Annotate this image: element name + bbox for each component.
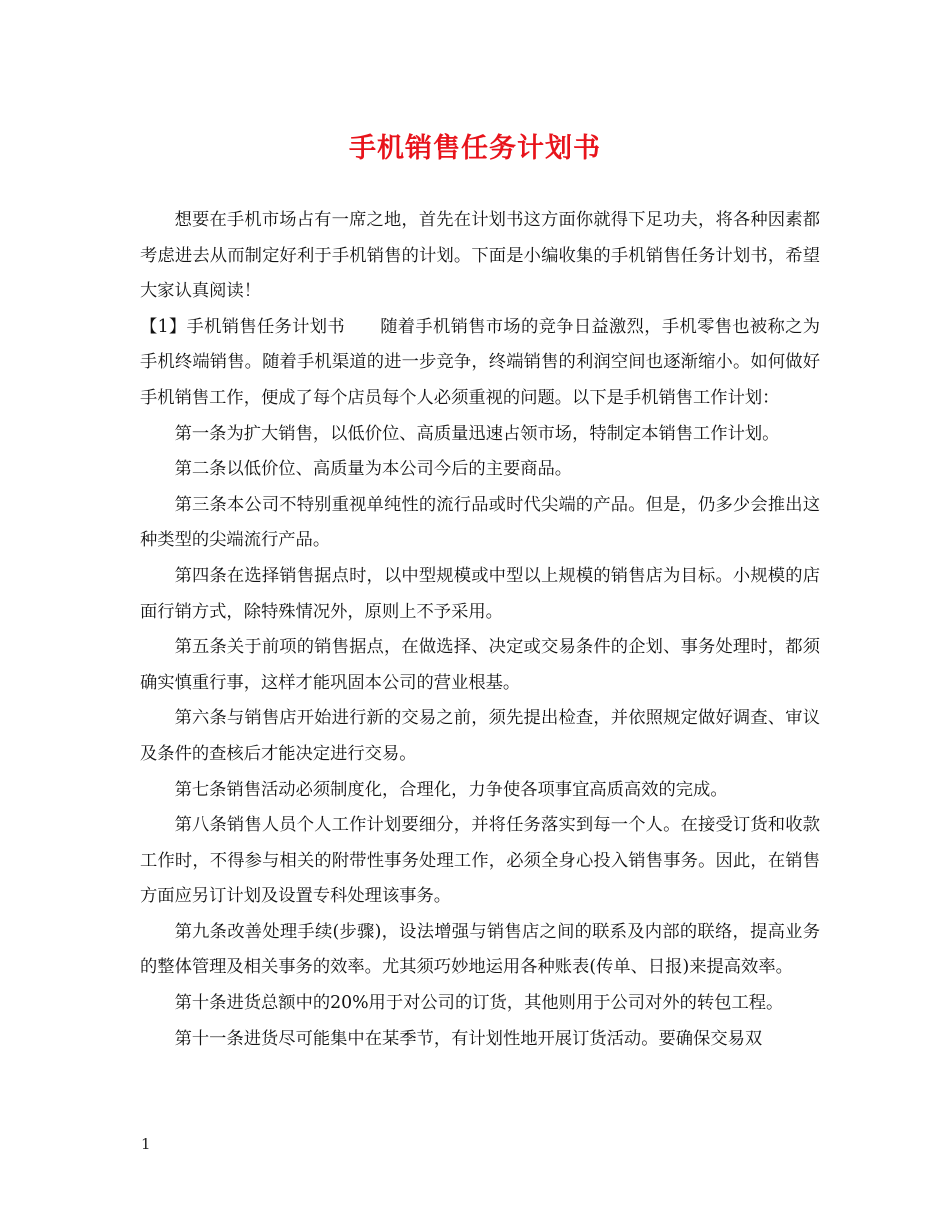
article-9-paragraph: 第九条改善处理手续(步骤)，设法增强与销售店之间的联系及内部的联络，提高业务的整体管理及相关事务的效率。尤其须巧妙地运用各种账表(传单、日报)来提高效率。 <box>140 921 820 978</box>
article-2-paragraph: 第二条以低价位、高质量为本公司今后的主要商品。 <box>174 459 573 480</box>
intro-paragraph: 想要在手机市场占有一席之地，首先在计划书这方面你就得下足功夫，将各种因素都考虑进去从而制定好利于手机销售的计划。下面是小编收集的手机销售任务计划书，希望大家认真阅读！ <box>140 210 820 302</box>
section-1-paragraph: 【1】手机销售任务计划书 随着手机销售市场的竞争日益激烈，手机零售也被称之为手机终端销售。随着手机渠道的进一步竞争，终端销售的利润空间也逐渐缩小。如何做好手机销售工作，便成了每个店员每个人必须重视的问题。以下是手机销售工作计划： <box>140 316 820 408</box>
article-3-paragraph: 第三条本公司不特别重视单纯性的流行品或时代尖端的产品。但是，仍多少会推出这种类型的尖端流行产品。 <box>140 494 820 551</box>
article-8-paragraph: 第八条销售人员个人工作计划要细分，并将任务落实到每一个人。在接受订货和收款工作时，不得参与相关的附带性事务处理工作，必须全身心投入销售事务。因此，在销售方面应另订计划及设置专科处理该事务。 <box>140 815 820 907</box>
article-1-paragraph: 第一条为扩大销售，以低价位、高质量迅速占领市场，特制定本销售工作计划。 <box>174 423 780 444</box>
article-7-paragraph: 第七条销售活动必须制度化，合理化，力争使各项事宜高质高效的完成。 <box>174 779 728 800</box>
article-5-paragraph: 第五条关于前项的销售据点，在做选择、决定或交易条件的企划、事务处理时，都须确实慎重行事，这样才能巩固本公司的营业根基。 <box>140 637 820 693</box>
page-number: 1 <box>141 1135 151 1153</box>
article-6-paragraph: 第六条与销售店开始进行新的交易之前，须先提出检查，并依照规定做好调查、审议及条件的查核后才能决定进行交易。 <box>140 708 820 764</box>
document-body <box>140 203 820 1057</box>
article-10-paragraph: 第十条进货总额中的20%用于对公司的订货，其他则用于公司对外的转包工程。 <box>174 993 784 1014</box>
document-title: 手机销售任务计划书 <box>349 133 601 164</box>
article-4-paragraph: 第四条在选择销售据点时，以中型规模或中型以上规模的销售店为目标。小规模的店面行销方式，除特殊情况外，原则上不予采用。 <box>140 565 820 622</box>
article-11-paragraph: 第十一条进货尽可能集中在某季节，有计划性地开展订货活动。要确保交易双 <box>174 1028 763 1049</box>
